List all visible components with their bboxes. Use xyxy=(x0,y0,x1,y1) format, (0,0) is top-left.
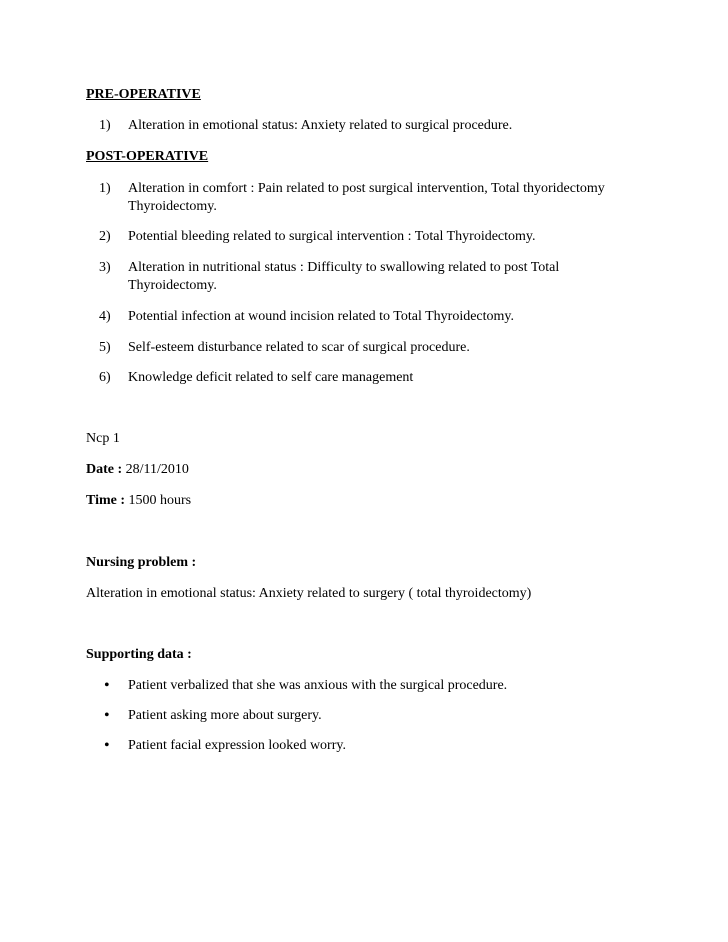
post-op-item-4-number: 4) xyxy=(99,309,111,324)
supporting-data-item: Patient asking more about surgery. xyxy=(128,708,322,723)
post-op-item-3-number: 3) xyxy=(99,260,111,275)
post-op-item-6-text: Knowledge deficit related to self care management xyxy=(128,370,414,385)
post-op-item-2-number: 2) xyxy=(99,229,111,244)
post-op-item-2-text: Potential bleeding related to surgical intervention : Total Thyroidectomy. xyxy=(128,229,536,244)
post-op-item-1-line1: Alteration in comfort : Pain related to post surgical intervention, Total thyoridectomy xyxy=(128,181,605,196)
pre-operative-heading: PRE-OPERATIVE xyxy=(86,87,201,102)
time-value: 1500 hours xyxy=(128,493,192,508)
post-op-item-1-number: 1) xyxy=(99,181,111,196)
bullet-icon: • xyxy=(104,737,110,754)
time-line xyxy=(86,492,191,510)
post-op-item-5-number: 5) xyxy=(99,340,111,355)
post-op-item-5-text: Self-esteem disturbance related to scar of surgical procedure. xyxy=(128,340,470,355)
time-label: Time : xyxy=(86,493,126,508)
supporting-data-label: Supporting data : xyxy=(86,647,192,662)
pre-op-item-1-text: Alteration in emotional status: Anxiety related to surgical procedure. xyxy=(128,118,513,133)
post-op-item-6-number: 6) xyxy=(99,370,111,385)
nursing-problem-text: Alteration in emotional status: Anxiety related to surgery ( total thyroidectomy) xyxy=(86,586,532,601)
post-operative-heading: POST-OPERATIVE xyxy=(86,149,209,164)
post-op-item-1-line2: Thyroidectomy. xyxy=(128,199,217,214)
supporting-data-item: Patient facial expression looked worry. xyxy=(128,738,346,753)
date-line xyxy=(86,461,189,479)
nursing-problem-label: Nursing problem : xyxy=(86,555,197,570)
date-label: Date : xyxy=(86,462,123,477)
ncp-title: Ncp 1 xyxy=(86,431,120,446)
bullet-icon: • xyxy=(104,677,110,694)
supporting-data-item: Patient verbalized that she was anxious with the surgical procedure. xyxy=(128,678,508,693)
post-op-item-3-line2: Thyroidectomy. xyxy=(128,278,217,293)
pre-op-item-1-number: 1) xyxy=(99,118,111,133)
post-op-item-3-line1: Alteration in nutritional status : Difficulty to swallowing related to post Total xyxy=(128,260,560,275)
date-value: 28/11/2010 xyxy=(125,462,189,477)
bullet-icon: • xyxy=(104,707,110,724)
post-op-item-4-text: Potential infection at wound incision related to Total Thyroidectomy. xyxy=(128,309,515,324)
